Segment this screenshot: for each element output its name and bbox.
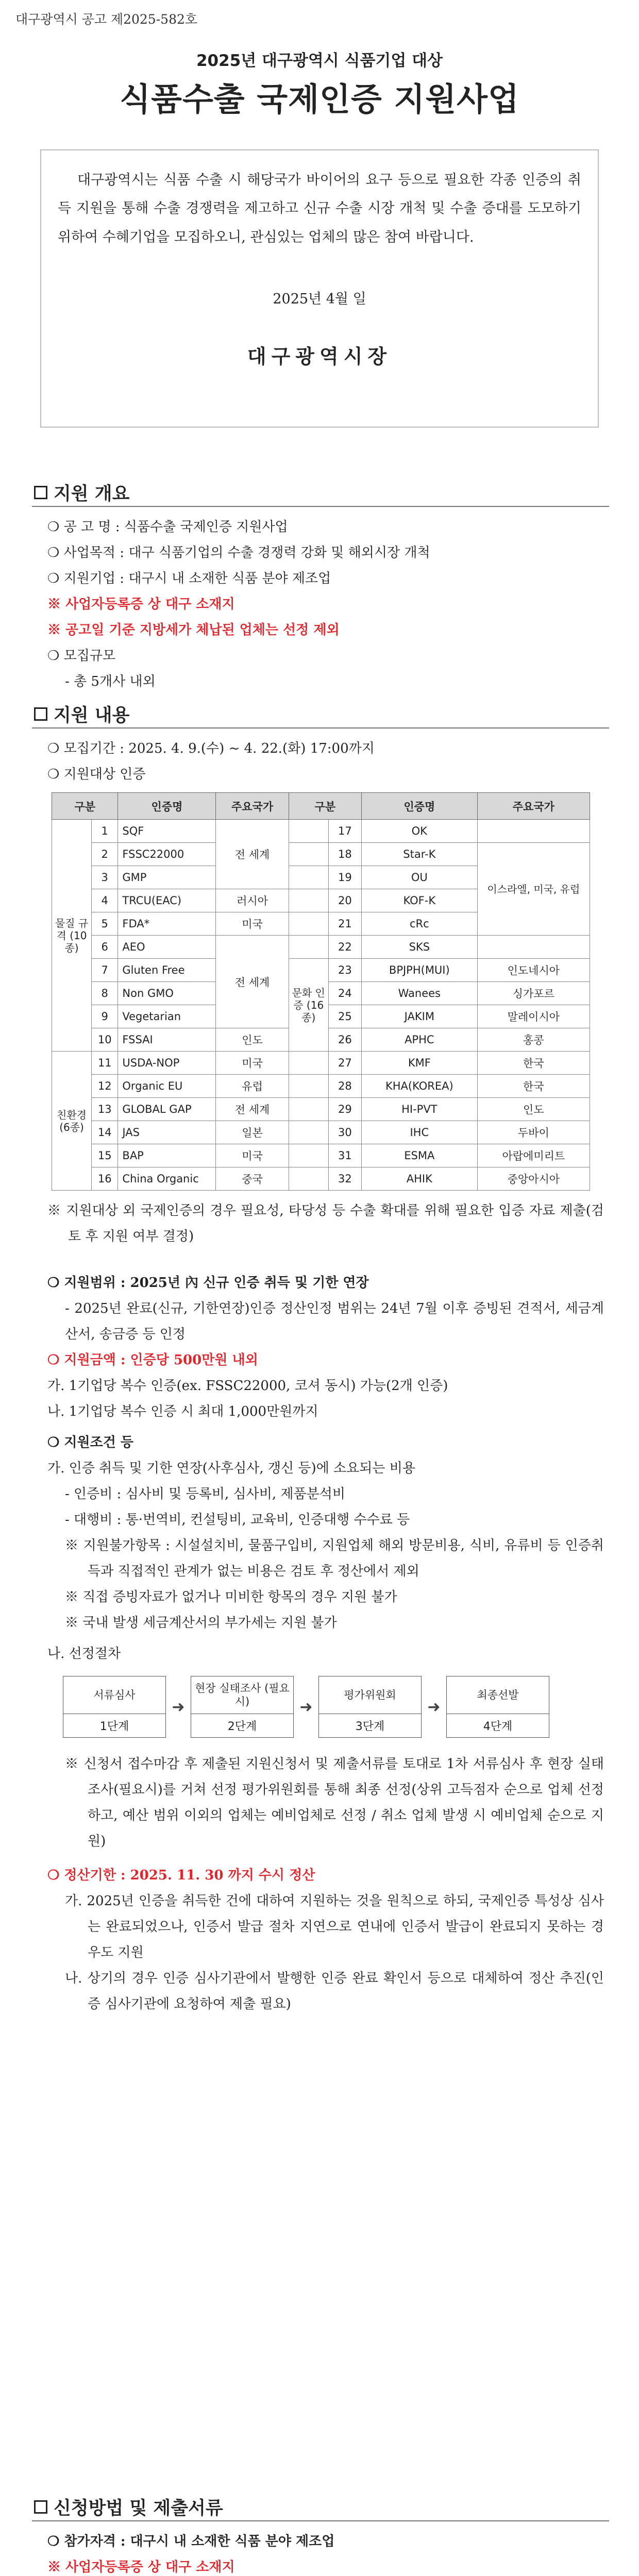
support-line: ❍ 모집기간 : 2025. 4. 9.(수) ~ 4. 22.(화) 17:00까지	[47, 741, 375, 756]
square-bullet-icon	[34, 2500, 47, 2514]
overview-line: ❍ 공 고 명 : 식품수출 국제인증 지원사업	[47, 519, 288, 535]
intro-text: 대구광역시는 식품 수출 시 해당국가 바이어의 요구 등으로 필요한 각종 인증의 취득 지원을 통해 수출 경쟁력을 제고하고 신규 수출 시장 개척 및 수출 증대를 도모하기 위하여 수혜기업을 모집하오니, 관심있는 업체의 많은 참여 바랍니다.	[58, 172, 581, 245]
table-cell: 22	[328, 936, 361, 959]
certification-table	[52, 792, 590, 1191]
table-cell: 전 세계	[216, 936, 289, 1028]
table-cell: 중앙아시아	[477, 1167, 590, 1191]
table-cell: 전 세계	[216, 1098, 289, 1121]
square-bullet-icon	[34, 707, 47, 721]
table-cell: USDA-NOP	[118, 1052, 216, 1075]
overview-line: ❍ 모집규모	[47, 648, 116, 664]
table-cell: SKS	[361, 936, 477, 959]
table-cell: 인도	[477, 1098, 590, 1121]
table-cell	[289, 1098, 328, 1121]
table-cell	[289, 1075, 328, 1098]
table-cell: JAS	[118, 1121, 216, 1144]
table-cell: 6	[92, 936, 118, 959]
table-row	[52, 820, 590, 843]
table-cell: AEO	[118, 936, 216, 959]
table-cell: 32	[328, 1167, 361, 1191]
support-note: ※ 직접 증빙자료가 없거나 미비한 항목의 경우 지원 불가	[65, 1589, 397, 1605]
table-cell: 8	[92, 982, 118, 1005]
table-cell: 23	[328, 959, 361, 982]
table-row	[52, 1098, 590, 1121]
table-row	[52, 1075, 590, 1098]
table-cell	[477, 936, 590, 959]
table-cell: 3	[92, 866, 118, 889]
table-cell: 17	[328, 820, 361, 843]
page-title: 식품수출 국제인증 지원사업	[120, 80, 519, 118]
overview-line: ❍ 지원기업 : 대구시 내 소재한 식품 분야 제조업	[47, 571, 331, 586]
table-cell: 24	[328, 982, 361, 1005]
table-cell: SQF	[118, 820, 216, 843]
table-cell	[289, 820, 328, 843]
intro-box	[40, 149, 599, 428]
table-cell	[289, 1052, 328, 1075]
table-cell: 4	[92, 889, 118, 912]
flow-step: 최종선발 4단계	[446, 1676, 549, 1738]
table-cell: 20	[328, 889, 361, 912]
table-cell: 16	[92, 1167, 118, 1191]
table-cell: 싱가포르	[477, 982, 590, 1005]
table-cell: 31	[328, 1144, 361, 1167]
table-cell	[289, 866, 328, 889]
table-cell: Wanees	[361, 982, 477, 1005]
support-note: ※ 지원불가항목 : 시설설치비, 물품구입비, 지원업체 해외 방문비용, 식비, 유류비 등 인증취득과 직접적인 관계가 없는 비용은 검토 후 정산에서 제외	[65, 1538, 604, 1579]
square-bullet-icon	[34, 486, 47, 499]
table-cell: 유럽	[216, 1075, 289, 1098]
table-cell: KHA(KOREA)	[361, 1075, 477, 1098]
flow-step: 평가위원회 3단계	[318, 1676, 422, 1738]
table-cell: TRCU(EAC)	[118, 889, 216, 912]
application-note: ※ 사업자등록증 상 대구 소재지	[47, 2560, 235, 2575]
table-cell	[289, 912, 328, 936]
section-support	[32, 701, 609, 2017]
table-cell: 미국	[216, 1052, 289, 1075]
table-cell: 5	[92, 912, 118, 936]
table-cell: Organic EU	[118, 1075, 216, 1098]
table-cell: 30	[328, 1121, 361, 1144]
table-cell: 2	[92, 843, 118, 866]
table-cell: 27	[328, 1052, 361, 1075]
support-line: 나. 1기업당 복수 인증 시 최대 1,000만원까지	[47, 1404, 318, 1419]
table-cell: 25	[328, 1005, 361, 1028]
table-cell: Vegetarian	[118, 1005, 216, 1028]
issuing-org: 대구광역시장	[247, 345, 392, 368]
table-cell: 인도	[216, 1028, 289, 1052]
table-header-cell: 인증명	[361, 793, 477, 820]
support-line: ❍ 지원대상 인증	[47, 767, 146, 782]
table-cell: 미국	[216, 1144, 289, 1167]
table-cell: 12	[92, 1075, 118, 1098]
page-subtitle: 2025년 대구광역시 식품기업 대상	[196, 52, 443, 70]
support-note: ※ 지원대상 외 국제인증의 경우 필요성, 타당성 등 수출 확대를 위해 필요한 입증 자료 제출(검토 후 지원 여부 결정)	[47, 1203, 604, 1244]
section-heading: 지원 내용	[32, 701, 609, 728]
table-header-cell: 인증명	[118, 793, 216, 820]
table-cell: Star-K	[361, 843, 477, 866]
table-cell: 한국	[477, 1052, 590, 1075]
section-application	[32, 2494, 609, 2576]
table-row	[52, 1052, 590, 1075]
title-block	[40, 47, 599, 120]
table-cell: KOF-K	[361, 889, 477, 912]
table-row	[52, 1121, 590, 1144]
support-para: - 2025년 완료(신규, 기한연장)인증 정산인정 범위는 24년 7월 이후 증빙된 견적서, 세금계산서, 송금증 등 인정	[65, 1301, 604, 1342]
table-cell: 21	[328, 912, 361, 936]
table-cell: 13	[92, 1098, 118, 1121]
support-line: 가. 1기업당 복수 인증(ex. FSSC22000, 코셔 동시) 가능(2개 인증)	[47, 1378, 448, 1394]
table-cell: FDA*	[118, 912, 216, 936]
table-cell: APHC	[361, 1028, 477, 1052]
table-cell: 두바이	[477, 1121, 590, 1144]
table-cell: AHIK	[361, 1167, 477, 1191]
table-cell: 18	[328, 843, 361, 866]
table-cell: 15	[92, 1144, 118, 1167]
table-row	[52, 936, 590, 959]
support-amount: ❍ 지원금액 : 인증당 500만원 내외	[47, 1352, 258, 1368]
table-cell	[289, 843, 328, 866]
table-cell	[289, 936, 328, 959]
notice-number: 대구광역시 공고 제2025-582호	[15, 12, 198, 27]
section-heading: 신청방법 및 제출서류	[32, 2494, 609, 2521]
table-cell	[289, 1121, 328, 1144]
selection-flow	[63, 1676, 609, 1738]
table-cell: 중국	[216, 1167, 289, 1191]
table-cell	[477, 820, 590, 843]
support-note: ※ 국내 발생 세금계산서의 부가세는 지원 불가	[65, 1615, 337, 1631]
table-cell: GMP	[118, 866, 216, 889]
table-cell: 29	[328, 1098, 361, 1121]
support-line: - 대행비 : 통·번역비, 컨설팅비, 교육비, 인증대행 수수료 등	[65, 1512, 410, 1528]
table-cell: China Organic	[118, 1167, 216, 1191]
table-cell: Non GMO	[118, 982, 216, 1005]
table-cell: 친환경 (6종)	[52, 1052, 92, 1191]
table-row	[52, 1167, 590, 1191]
table-cell: cRc	[361, 912, 477, 936]
table-header-cell: 구분	[289, 793, 361, 820]
section-heading: 지원 개요	[32, 479, 609, 507]
table-cell: FSSAI	[118, 1028, 216, 1052]
table-cell: 19	[328, 866, 361, 889]
settlement-para: 가. 2025년 인증을 취득한 건에 대하여 지원하는 것을 원칙으로 하되, 국제인증 특성상 심사는 완료되었으나, 인증서 발급 절차 지연으로 연내에 인증서 발급이 완료되지 못하는 경우도 지원	[65, 1893, 604, 1960]
table-cell	[289, 889, 328, 912]
table-cell: 물질 규격 (10종)	[52, 820, 92, 1052]
table-cell: 전 세계	[216, 820, 289, 889]
table-cell: 문화 인증 (16종)	[289, 959, 328, 1052]
table-cell: 14	[92, 1121, 118, 1144]
table-cell: OU	[361, 866, 477, 889]
support-line: - 인증비 : 심사비 및 등록비, 심사비, 제품분석비	[65, 1486, 346, 1502]
table-row	[52, 959, 590, 982]
table-cell: 9	[92, 1005, 118, 1028]
table-cell: ESMA	[361, 1144, 477, 1167]
settlement-deadline: ❍ 정산기한 : 2025. 11. 30 까지 수시 정산	[47, 1868, 315, 1883]
support-line: 나. 선정절차	[47, 1646, 121, 1662]
flow-step: 현장 실태조사 (필요시) 2단계	[191, 1676, 294, 1738]
table-cell: 미국	[216, 912, 289, 936]
table-cell: OK	[361, 820, 477, 843]
application-line: ❍ 참가자격 : 대구시 내 소재한 식품 분야 제조업	[47, 2534, 335, 2549]
table-cell: 홍콩	[477, 1028, 590, 1052]
support-line: ❍ 지원범위 : 2025년 內 신규 인증 취득 및 기한 연장	[47, 1275, 369, 1291]
table-cell: BAP	[118, 1144, 216, 1167]
table-cell: 한국	[477, 1075, 590, 1098]
table-cell: FSSC22000	[118, 843, 216, 866]
announcement-date: 2025년 4월 일	[273, 291, 366, 308]
table-cell: HI-PVT	[361, 1098, 477, 1121]
arrow-right-icon: ➜	[299, 1698, 313, 1716]
arrow-right-icon: ➜	[427, 1698, 441, 1716]
support-line: 가. 인증 취득 및 기한 연장(사후심사, 갱신 등)에 소요되는 비용	[47, 1461, 415, 1476]
table-cell: GLOBAL GAP	[118, 1098, 216, 1121]
table-cell	[289, 1144, 328, 1167]
table-cell: 11	[92, 1052, 118, 1075]
selection-note: ※ 신청서 접수마감 후 제출된 지원신청서 및 제출서류를 토대로 1차 서류심사 후 현장 실태조사(필요시)를 거쳐 선정 평가위원회를 통해 최종 선정(상위 고득점자 순으로 업체 선정하고, 예산 범위 이외의 업체는 예비업체로 선정 / 취소 업체 발생 시 예비업체 순으로 지원)	[65, 1756, 604, 1849]
table-cell: 아랍에미리트	[477, 1144, 590, 1167]
overview-note: ※ 사업자등록증 상 대구 소재지	[47, 597, 235, 612]
table-cell: 1	[92, 820, 118, 843]
support-line: ❍ 지원조건 등	[47, 1435, 133, 1450]
table-header-row	[52, 793, 590, 820]
table-cell: 인도네시아	[477, 959, 590, 982]
table-cell: BPJPH(MUI)	[361, 959, 477, 982]
table-row	[52, 1144, 590, 1167]
table-cell	[289, 1167, 328, 1191]
overview-line: - 총 5개사 내외	[65, 674, 156, 689]
flow-step: 서류심사 1단계	[63, 1676, 166, 1738]
table-cell: 이스라엘, 미국, 유럽	[477, 843, 590, 936]
table-cell: IHC	[361, 1121, 477, 1144]
table-cell: JAKIM	[361, 1005, 477, 1028]
section-overview	[32, 479, 609, 694]
table-cell: KMF	[361, 1052, 477, 1075]
table-cell: Gluten Free	[118, 959, 216, 982]
overview-line: ❍ 사업목적 : 대구 식품기업의 수출 경쟁력 강화 및 해외시장 개척	[47, 545, 430, 561]
table-header-cell: 주요국가	[477, 793, 590, 820]
table-cell: 말레이시아	[477, 1005, 590, 1028]
table-cell: 28	[328, 1075, 361, 1098]
overview-note: ※ 공고일 기준 지방세가 체납된 업체는 선정 제외	[47, 622, 340, 638]
arrow-right-icon: ➜	[172, 1698, 185, 1716]
table-cell: 7	[92, 959, 118, 982]
settlement-para: 나. 상기의 경우 인증 심사기관에서 발행한 인증 완료 확인서 등으로 대체하여 정산 추진(인증 심사기관에 요청하여 제출 필요)	[65, 1971, 604, 2012]
table-cell: 26	[328, 1028, 361, 1052]
table-header-cell: 주요국가	[216, 793, 289, 820]
table-cell: 10	[92, 1028, 118, 1052]
table-row	[52, 843, 590, 866]
table-cell: 러시아	[216, 889, 289, 912]
table-header-cell: 구분	[52, 793, 118, 820]
table-cell: 일본	[216, 1121, 289, 1144]
